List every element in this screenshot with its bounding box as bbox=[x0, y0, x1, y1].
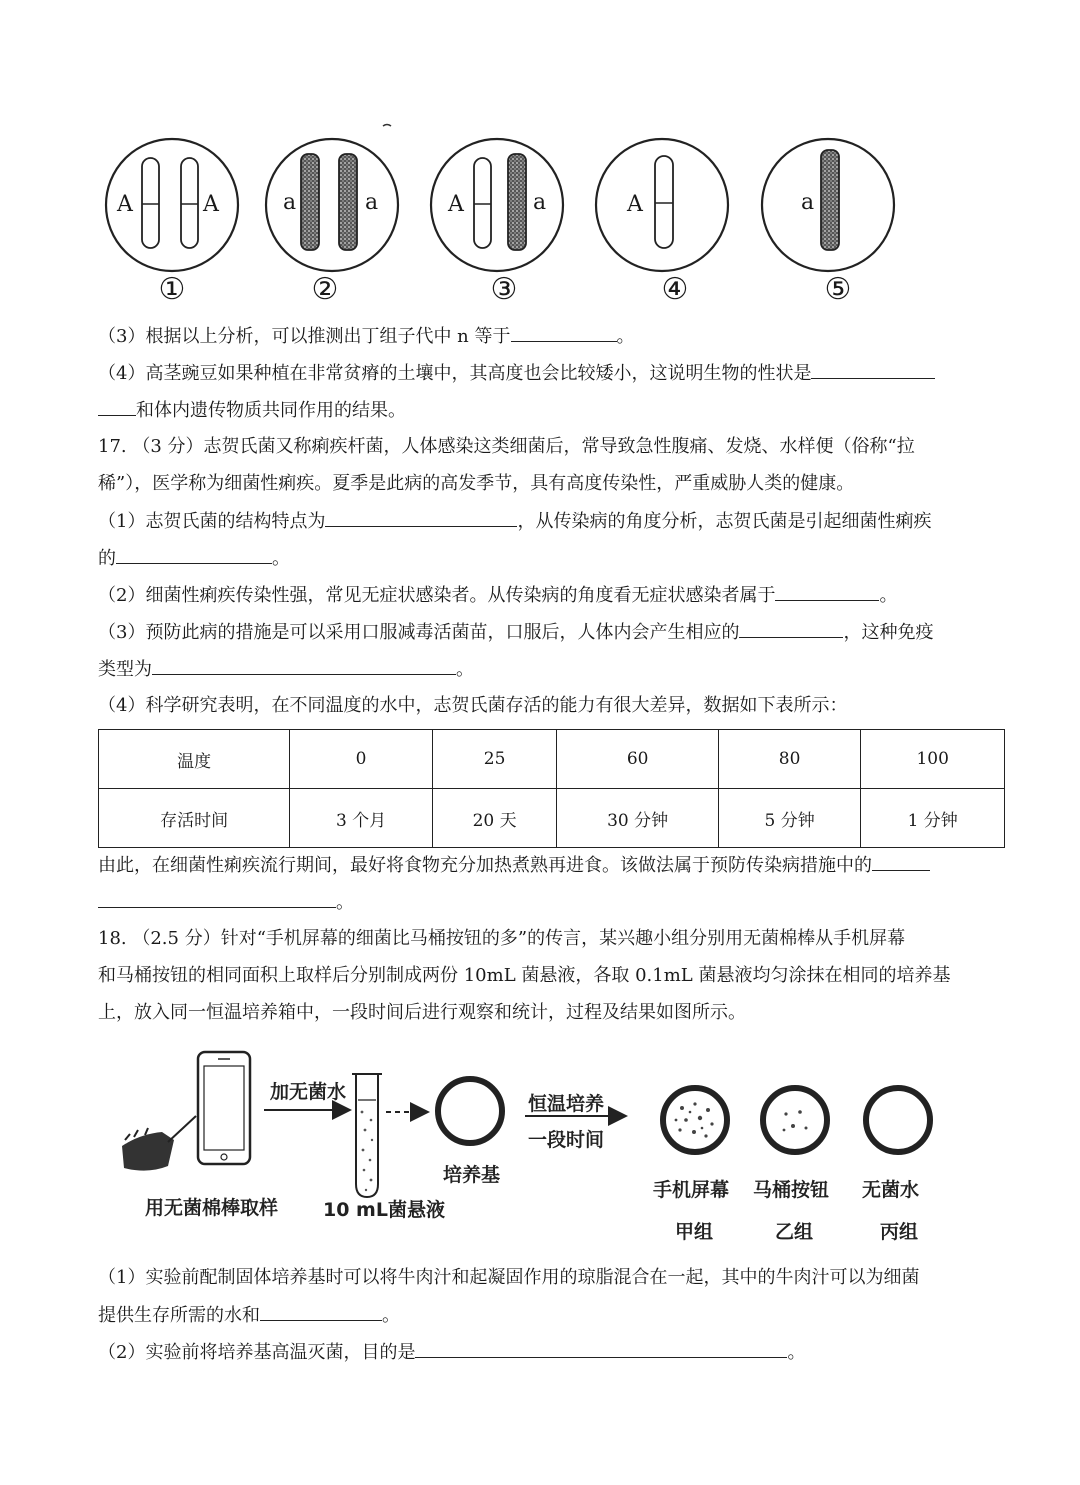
chromosome-2a bbox=[301, 154, 319, 250]
table-cell: 20 天 bbox=[432, 789, 557, 848]
answer-blank[interactable] bbox=[415, 1339, 787, 1358]
table-cell: 5 分钟 bbox=[718, 789, 861, 848]
circle-5 bbox=[762, 139, 894, 271]
fig-label-add-water: 加无菌水 bbox=[270, 1081, 347, 1103]
q18-part1-cont: 提供生存所需的水和 。 bbox=[98, 1302, 400, 1329]
q16-part4-cont: 和体内遗传物质共同作用的结果。 bbox=[98, 397, 406, 424]
table-cell: 1 分钟 bbox=[861, 789, 1005, 848]
table-cell: 30 分钟 bbox=[557, 789, 718, 848]
q18-intro-cont: 和马桶按钮的相同面积上取样后分别制成两份 10mL 菌悬液，各取 0.1mL 菌悬液均匀涂抹在相同的培养基 bbox=[98, 965, 951, 986]
chromosome-4a bbox=[655, 156, 673, 248]
fig-label-suspension: 10 mL菌悬液 bbox=[323, 1199, 445, 1221]
plate-group-a-icon bbox=[663, 1088, 727, 1152]
table-cell: 温度 bbox=[99, 730, 290, 789]
q17-conclusion-cont: 。 bbox=[98, 889, 354, 916]
answer-blank[interactable] bbox=[116, 545, 272, 564]
circle-number: ③ bbox=[490, 272, 518, 307]
table-cell: 60 bbox=[557, 730, 718, 789]
answer-blank[interactable] bbox=[98, 889, 336, 908]
q17-part4: （4）科学研究表明，在不同温度的水中，志贺氏菌存活的能力有很大差异，数据如下表所示： bbox=[98, 695, 848, 716]
q16-part3: （3）根据以上分析，可以推测出丁组子代中 n 等于 。 bbox=[98, 323, 635, 350]
answer-blank[interactable] bbox=[98, 397, 136, 416]
fig-label-group-c: 丙组 bbox=[880, 1221, 919, 1243]
circle-number: ⑤ bbox=[824, 272, 852, 307]
q17-conclusion: 由此，在细菌性痢疾流行期间，最好将食物充分加热煮熟再进食。该做法属于预防传染病措施中的 bbox=[98, 852, 930, 879]
circle-4 bbox=[596, 139, 728, 271]
allele-label: a bbox=[365, 190, 379, 215]
fig-label-incubate: 恒温培养 bbox=[528, 1093, 605, 1115]
fig-label-incubate-time: 一段时间 bbox=[528, 1129, 605, 1151]
allele-label: a bbox=[801, 190, 815, 215]
answer-blank[interactable] bbox=[775, 582, 879, 601]
chromosome-1b bbox=[181, 158, 198, 248]
circle-number: ② bbox=[311, 272, 339, 307]
answer-blank[interactable] bbox=[260, 1302, 382, 1321]
q18-intro-cont2: 上，放入同一恒温培养箱中，一段时间后进行观察和统计，过程及结果如图所示。 bbox=[98, 1002, 746, 1023]
q18-part2: （2）实验前将培养基高温灭菌，目的是 。 bbox=[98, 1339, 805, 1366]
table-cell: 25 bbox=[432, 730, 557, 789]
allele-label: a bbox=[533, 190, 547, 215]
answer-blank[interactable] bbox=[872, 852, 930, 871]
plate-group-b-icon bbox=[763, 1088, 827, 1152]
fig-label-group-a: 甲组 bbox=[675, 1221, 714, 1243]
chromosome-1a bbox=[142, 158, 159, 248]
q16-part4: （4）高茎豌豆如果种植在非常贫瘠的土壤中，其高度也会比较矮小，这说明生物的性状是 bbox=[98, 360, 935, 387]
table-row bbox=[99, 789, 1005, 848]
q17-part2: （2）细菌性痢疾传染性强，常见无症状感染者。从传染病的角度看无症状感染者属于 。 bbox=[98, 582, 897, 609]
table-cell: 0 bbox=[290, 730, 433, 789]
allele-label: A bbox=[448, 192, 464, 217]
chromosome-2b bbox=[339, 154, 357, 250]
allele-label: A bbox=[627, 192, 643, 217]
fig-label-group-b: 乙组 bbox=[775, 1221, 814, 1243]
phone-icon bbox=[198, 1052, 250, 1164]
q17-intro-cont: 稀”），医学称为细菌性痢疾。夏季是此病的高发季节，具有高度传染性，严重威胁人类的健康。 bbox=[98, 473, 855, 494]
table-cell: 80 bbox=[718, 730, 861, 789]
plate-group-c-icon bbox=[866, 1088, 930, 1152]
answer-blank[interactable] bbox=[152, 656, 456, 675]
table-row bbox=[99, 730, 1005, 789]
survival-table bbox=[98, 729, 1005, 848]
answer-blank[interactable] bbox=[325, 508, 517, 527]
answer-blank[interactable] bbox=[739, 619, 843, 638]
fig-label-medium: 培养基 bbox=[443, 1164, 501, 1186]
answer-blank[interactable] bbox=[811, 360, 935, 379]
fig-label-phone: 手机屏幕 bbox=[653, 1179, 730, 1201]
hand-swab-icon bbox=[122, 1116, 196, 1171]
circle-number: ① bbox=[158, 272, 186, 307]
culture-plate-icon bbox=[438, 1079, 502, 1143]
q17-part3: （3）预防此病的措施是可以采用口服减毒活菌苗，口服后，人体内会产生相应的 ，这种免疫 bbox=[98, 619, 933, 646]
q18-part1: （1）实验前配制固体培养基时可以将牛肉汁和起凝固作用的琼脂混合在一起，其中的牛肉汁可以为细菌 bbox=[98, 1267, 920, 1288]
test-tube-icon bbox=[352, 1074, 382, 1197]
table-cell: 存活时间 bbox=[99, 789, 290, 848]
table-cell: 3 个月 bbox=[290, 789, 433, 848]
allele-label: a bbox=[283, 190, 297, 215]
circle-number: ④ bbox=[661, 272, 689, 307]
q17-intro: 17. （3 分）志贺氏菌又称痢疾杆菌，人体感染这类细菌后，常导致急性腹痛、发烧、水样便（俗称“拉 bbox=[98, 436, 915, 457]
chromosome-3a bbox=[474, 158, 491, 248]
table-cell: 100 bbox=[861, 730, 1005, 789]
allele-label: A bbox=[203, 192, 219, 217]
q17-part1-cont: 的 。 bbox=[98, 545, 290, 572]
fig-label-swab: 用无菌棉棒取样 bbox=[145, 1197, 279, 1219]
allele-label: A bbox=[117, 192, 133, 217]
answer-blank[interactable] bbox=[511, 323, 617, 342]
q17-part1: （1）志贺氏菌的结构特点为 ，从传染病的角度分析，志贺氏菌是引起细菌性痢疾 bbox=[98, 508, 931, 535]
fig-label-toilet: 马桶按钮 bbox=[753, 1179, 830, 1201]
chromosome-5a bbox=[821, 150, 839, 250]
chromosome-3b bbox=[508, 154, 526, 250]
fig-label-sterile: 无菌水 bbox=[862, 1179, 920, 1201]
q18-intro: 18. （2.5 分）针对“手机屏幕的细菌比马桶按钮的多”的传言，某兴趣小组分别用无菌棉棒从手机屏幕 bbox=[98, 928, 906, 949]
q17-part3-cont: 类型为 。 bbox=[98, 656, 474, 683]
